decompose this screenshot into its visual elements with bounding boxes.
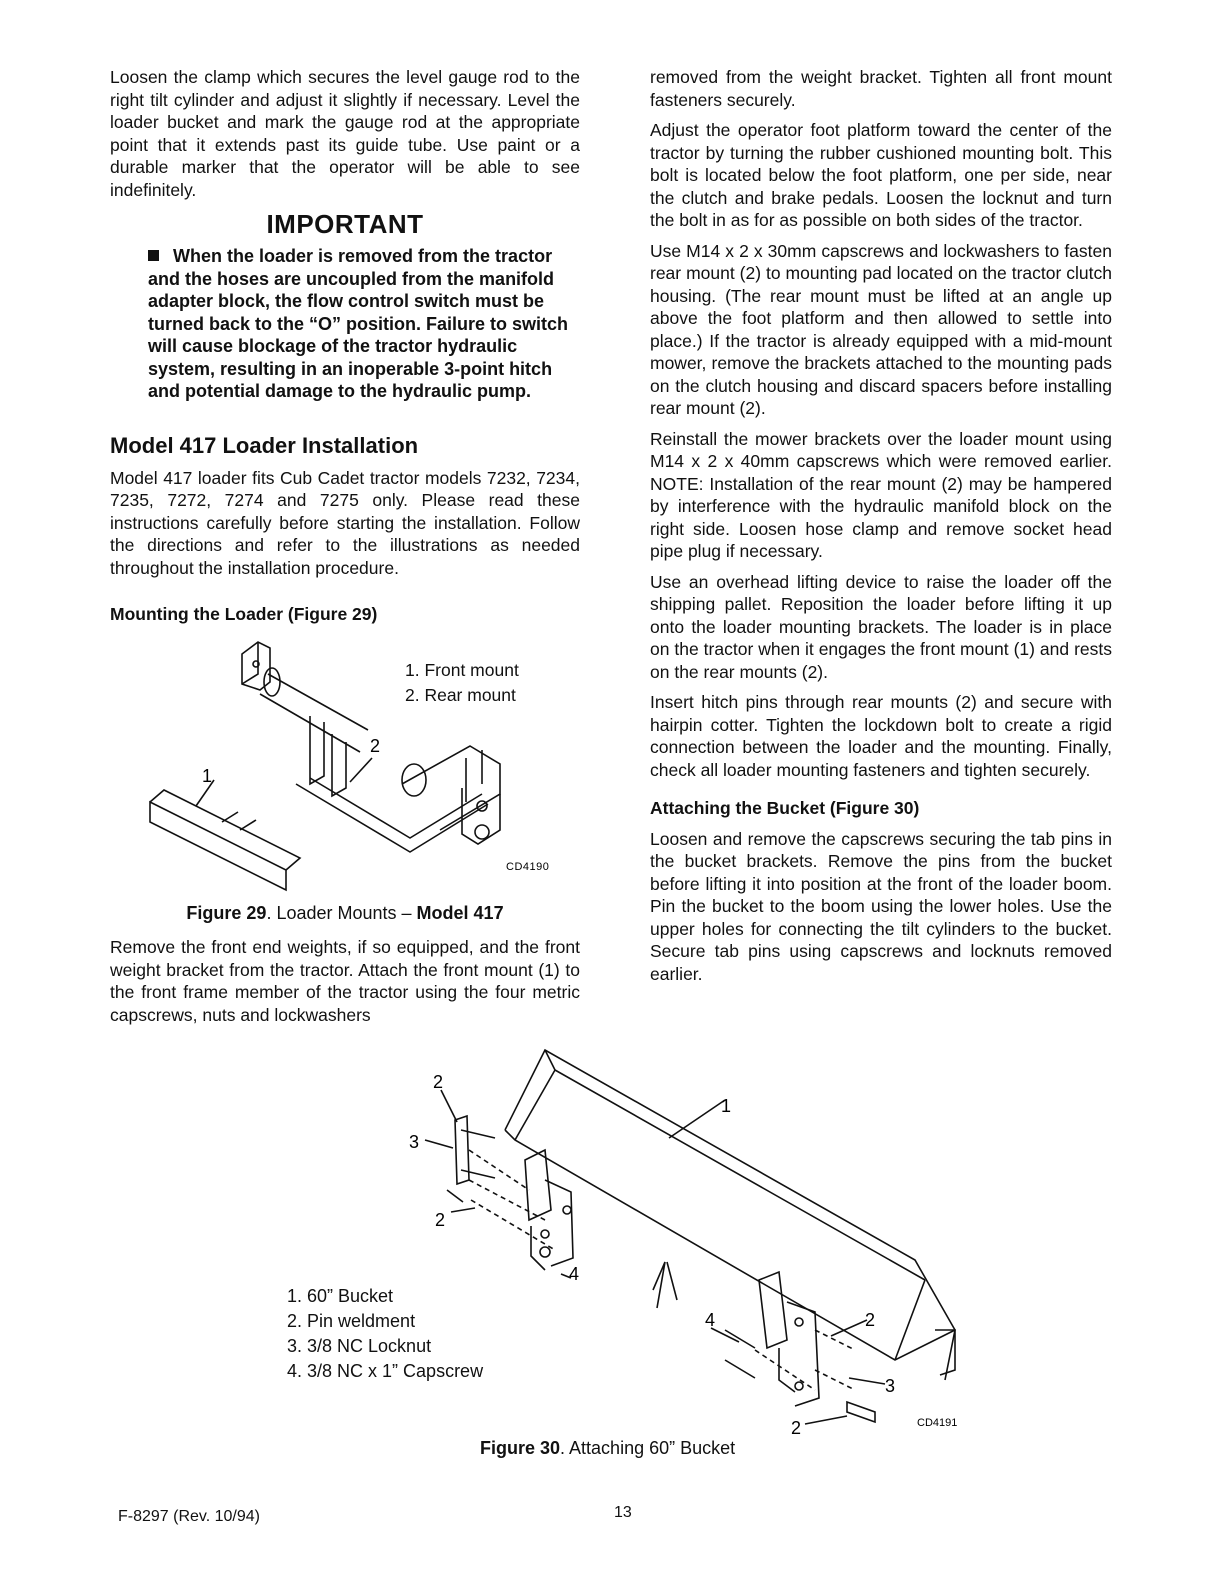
figure-30-caption [480,1438,735,1459]
paragraph: Use an overhead lifting device to raise the loader off the shipping pallet. Reposition the loader before lifting it up onto the loader mounting brackets. The loader is in place on the tractor when it engages the front mount (1) and rests on the rear mounts (2). [650,571,1112,682]
figure-29-legend [405,658,519,708]
paragraph: removed from the weight bracket. Tighten all front mount fasteners securely. [650,67,1112,110]
legend-item: 1. Front mount [405,659,519,680]
page-number: 13 [614,1504,632,1521]
left-column [110,66,580,1034]
figure-code: CD4191 [917,1417,958,1429]
callout-4-low: 4 [705,1310,716,1330]
legend-item: 1. 60” Bucket [287,1286,394,1306]
intro-paragraph: Loosen the clamp which secures the level gauge rod to the right tilt cylinder and adjust it slightly if necessary. Level the loader bucket and mark the gauge rod at the appropriate point that it extends past its guide tube. Use paint or a durable marker that the operator will be able to see indefinitely. [110,67,580,200]
callout-2-top: 2 [433,1072,444,1092]
paragraph: Adjust the operator foot platform toward the center of the tractor by turning the rubber cushioned mounting bolt. This bolt is located below the foot platform, one per side, near the clutch and brake pedals. Loosen the locknut and turn the bolt in as for as possible on both sides of the tractor. [650,120,1112,230]
subsection-paragraph: Loosen and remove the capscrews securing the tab pins in the bucket brackets. Remove the pins from the bucket before lifting it into position at the front of the loader boom. Pin the bucket to the boom using the lower holes. Use the upper holes for connecting the tilt cylinders to the bucket. Secure tab pins using capscrews and locknuts removed earlier. [650,828,1112,984]
callout-1-bucket: 1 [721,1096,732,1116]
caption-label: Figure 30 [480,1438,561,1458]
section-paragraph: Model 417 loader fits Cub Cadet tractor models 7232, 7234, 7235, 7272, 7274 and 7275 only. Please read these instructions carefully before starting the installation. Follow the directions and refer to the illustrations as needed throughout the installation procedure. [110,467,580,578]
caption-model: Model 417 [416,902,504,923]
document-number: F-8297 (Rev. 10/94) [118,1508,260,1525]
caption-label: Figure 29 [186,902,267,923]
legend-item: 4. 3/8 NC x 1” Capscrew [287,1361,484,1381]
caption-text: . Attaching 60” Bucket [560,1438,736,1458]
figure-29-caption [110,902,580,925]
paragraph: Insert hitch pins through rear mounts (2) and secure with hairpin cotter. Tighten the lockdown bolt to create a rigid connection between the loader and the mounting. Finally, check all loader mounting fasteners and tighten securely. [650,692,1112,780]
figure-30-legend [287,1284,483,1384]
figure-code: CD4190 [506,860,550,873]
figure-29 [110,634,580,896]
callout-2-mid: 2 [435,1210,446,1230]
callout-2: 2 [370,735,381,756]
legend-item: 2. Rear mount [405,684,516,705]
subsection-title-mounting: Mounting the Loader (Figure 29) [110,604,378,624]
callout-3-top: 3 [409,1132,420,1152]
legend-item: 2. Pin weldment [287,1311,416,1331]
important-heading: IMPORTANT [266,209,424,239]
after-figure-paragraph: Remove the front end weights, if so equipped, and the front weight bracket from the tractor. Attach the front mount (1) to the front frame member of the tractor using the four metric capscrews, nuts and lockwashers [110,937,580,1025]
section-title: Model 417 Loader Installation [110,432,419,458]
subsection-title-bucket: Attaching the Bucket (Figure 30) [650,798,920,818]
callout-2-bottom: 2 [791,1418,802,1438]
callout-3-right: 3 [885,1376,896,1396]
paragraph: Use M14 x 2 x 30mm capscrews and lockwashers to fasten rear mount (2) to mounting pad located on the tractor clutch housing. (The rear mount must be lifted at an angle up above the foot platform and then allowed to settle into place.) If the tractor is already equipped with a mid-mount mower, remove the brackets attached to the mounting pads on the clutch housing and discard spacers before installing rear mount (2). [650,240,1112,418]
paragraph: Reinstall the mower brackets over the loader mount using M14 x 2 x 40mm capscrews which were removed earlier. NOTE: Installation of the rear mount (2) may be hampered by interference with the hydraulic manifold block on the right side. Loosen hose clamp and remove socket head pipe plug if necessary. [650,428,1112,561]
callout-4-mid: 4 [569,1264,580,1284]
caption-text: . Loader Mounts – [266,902,417,923]
important-text: When the loader is removed from the tractor and the hoses are uncoupled from the manifold adapter block, the flow control switch must be turned back to the “O” position. Failure to switch will cause blockage of the tractor hydraulic system, resulting in an inoperable 3-point hitch and potential damage to the hydraulic pump. [148,246,569,401]
callout-1: 1 [202,765,213,786]
right-column [650,66,1112,993]
bucket-attachment-drawing [395,1030,995,1450]
callout-2-right: 2 [865,1310,876,1330]
important-notice [148,245,580,403]
bullet-square-icon [148,250,159,261]
legend-item: 3. 3/8 NC Locknut [287,1336,432,1356]
